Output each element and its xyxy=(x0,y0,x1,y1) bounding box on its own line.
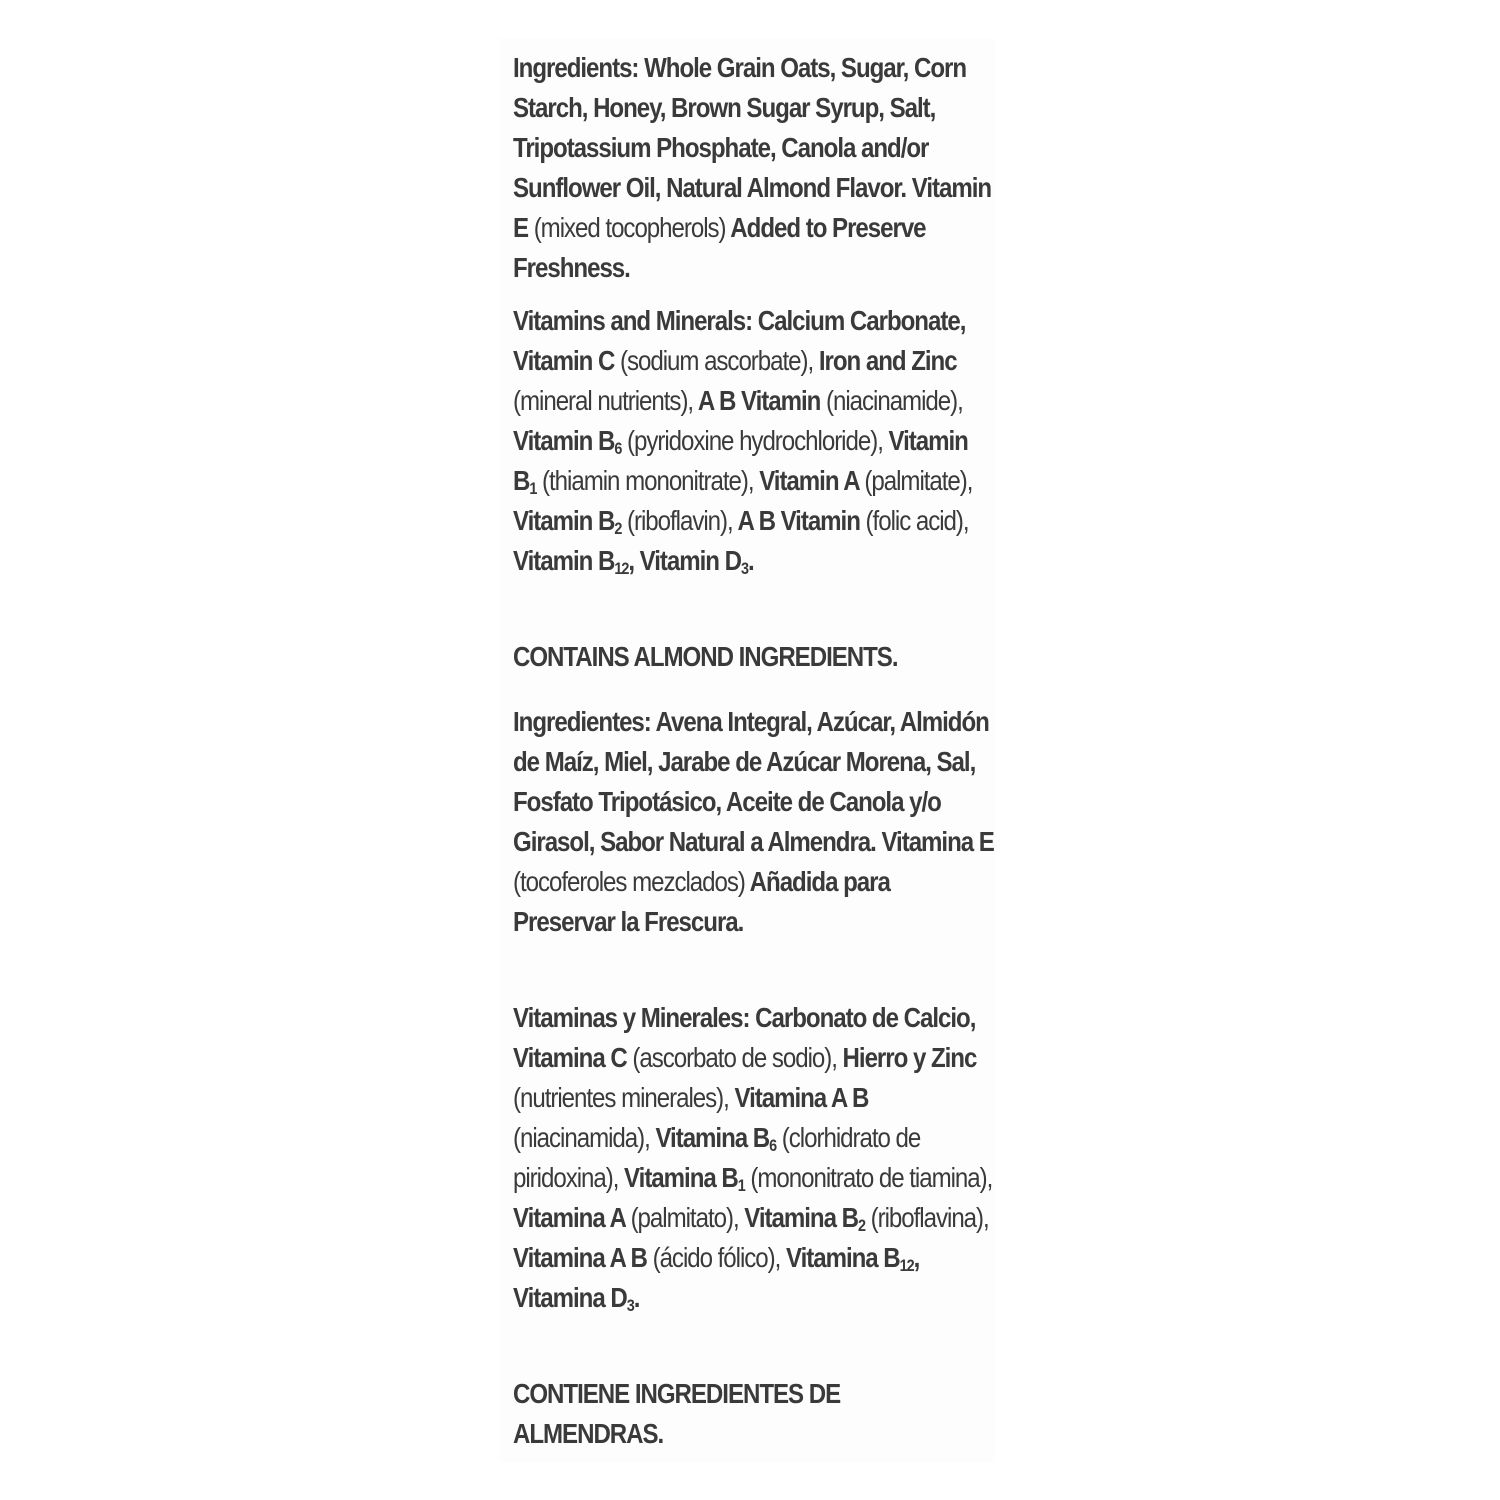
text-run: (clorhidrato de piridoxina), xyxy=(513,1122,921,1193)
text-run: . xyxy=(747,545,754,576)
subscript-text-run: 1 xyxy=(529,479,537,499)
text-run: A B Vitamin xyxy=(693,385,826,416)
subscript-text-run: 12 xyxy=(899,1256,914,1276)
text-run: Vitamin A xyxy=(753,465,865,496)
text-run: Vitamin B xyxy=(513,425,968,496)
text-run: Iron and Zinc xyxy=(813,345,957,376)
text-run: Añadida para Preservar la Frescura. xyxy=(513,866,890,937)
subscript-text-run: 2 xyxy=(614,519,622,539)
text-run: (riboflavina), xyxy=(864,1202,989,1233)
spanish-ingredients-paragraph xyxy=(513,702,995,942)
subscript-text-run: 1 xyxy=(737,1176,745,1196)
text-run: Vitamina A B xyxy=(513,1242,653,1273)
text-run: (ácido fólico), xyxy=(652,1242,781,1273)
english-allergen-statement: CONTAINS ALMOND INGREDIENTS. xyxy=(513,641,898,672)
text-run: (sodium ascorbate), xyxy=(619,345,814,376)
text-run: Ingredients: Whole Grain Oats, Sugar, Corn Starch, Honey, Brown Sugar Syrup, Salt, Tripotassium Phosphate, Canola and/or Sunflower Oil, Natural Almond Flavor. Vitamin E xyxy=(513,52,992,243)
text-run: , Vitamin D xyxy=(628,545,741,576)
text-run: Vitamina B xyxy=(618,1162,738,1193)
spanish-vitamins-minerals-paragraph xyxy=(513,998,995,1318)
text-run: (mixed tocopherols) xyxy=(533,212,726,243)
text-run: (niacinamida), xyxy=(513,1122,650,1153)
text-run: (ascorbato de sodio), xyxy=(632,1042,837,1073)
spanish-allergen-statement: CONTIENE INGREDIENTES DE ALMENDRAS. xyxy=(513,1378,841,1449)
text-run: Vitamin B xyxy=(513,545,615,576)
text-run: Ingredientes: Avena Integral, Azúcar, Almidón de Maíz, Miel, Jarabe de Azúcar Morena, Sal, Fosfato Tripotásico, Aceite de Canola y/o Girasol, Sabor Natural a Almendra. Vitamina E xyxy=(513,706,994,857)
english-vitamins-minerals-paragraph xyxy=(513,301,995,581)
text-run: (palmitato), xyxy=(630,1202,739,1233)
subscript-text-run: 3 xyxy=(626,1296,634,1316)
text-run: Vitamina A B xyxy=(728,1082,869,1113)
subscript-text-run: 6 xyxy=(769,1136,777,1156)
text-run: (folic acid), xyxy=(865,505,969,536)
text-run: Vitamina A xyxy=(513,1202,631,1233)
text-run: Hierro y Zinc xyxy=(836,1042,977,1073)
text-run: (nutrientes minerales), xyxy=(513,1082,729,1113)
subscript-text-run: 3 xyxy=(740,559,748,579)
text-run: A B Vitamin xyxy=(732,505,866,536)
text-run: (mononitrato de tiamina), xyxy=(744,1162,993,1193)
text-run: Added to Preserve Freshness. xyxy=(513,212,926,283)
text-run: Vitamina B xyxy=(738,1202,858,1233)
text-run: (riboflavin), xyxy=(621,505,733,536)
text-run: Vitamin B xyxy=(513,425,615,456)
text-run: (thiamin mononitrate), xyxy=(536,465,754,496)
text-run: (tocoferoles mezclados) xyxy=(513,866,745,897)
subscript-text-run: 12 xyxy=(614,559,629,579)
text-run: , Vitamina D xyxy=(513,1242,920,1313)
text-run: (niacinamide), xyxy=(825,385,963,416)
text-run: Vitamina B xyxy=(649,1122,770,1153)
text-run: Vitamin B xyxy=(513,505,615,536)
text-run: . xyxy=(633,1282,640,1313)
text-run: Vitamina B xyxy=(780,1242,900,1273)
subscript-text-run: 6 xyxy=(614,439,622,459)
text-run: (palmitate), xyxy=(864,465,973,496)
english-ingredients-paragraph xyxy=(513,48,995,288)
text-run: (mineral nutrients), xyxy=(513,385,694,416)
text-run: Vitaminas y Minerales: Carbonato de Calcio, Vitamina C xyxy=(513,1002,976,1073)
text-run: Vitamins and Minerals: Calcium Carbonate, Vitamin C xyxy=(513,305,966,376)
subscript-text-run: 2 xyxy=(857,1216,865,1236)
text-run: (pyridoxine hydrochloride), xyxy=(621,425,883,456)
